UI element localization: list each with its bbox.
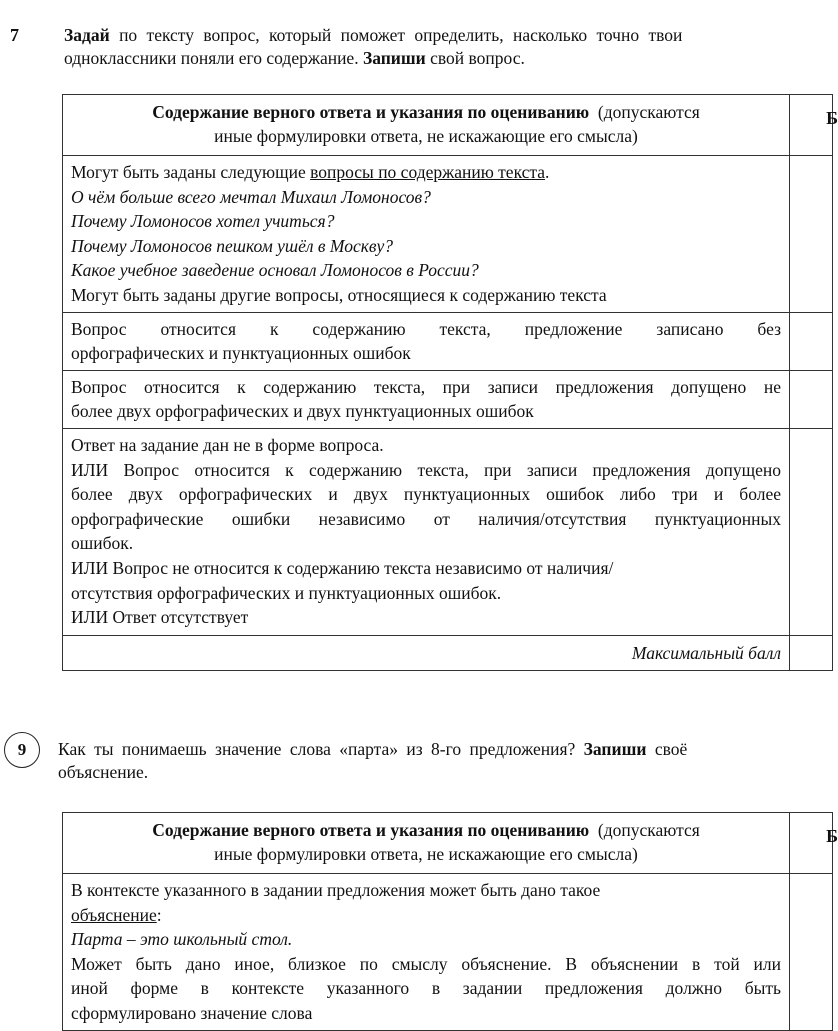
task-9-answer-definition: Парта – это школьный стол. <box>71 929 293 950</box>
task-7-max-score-value <box>790 635 833 670</box>
task-7-prompt-line-1 <box>64 24 816 47</box>
task-9-prompt <box>58 738 816 784</box>
task-7-criterion-0-line-5: ошибок. <box>71 533 134 554</box>
task-7-number: 7 <box>10 25 19 45</box>
task-9-answer-cell <box>63 874 790 1031</box>
task-9-prompt-text-1: Как ты понимаешь значение слова «парта» из 8-го предложения? <box>58 739 584 759</box>
task-9-verb-zapishi: Запиши <box>583 739 647 759</box>
task-9-answer-line-2 <box>71 904 781 929</box>
task-7-prompt-text-2: одноклассники поняли его содержание. <box>64 48 363 68</box>
task-9-answer-line-4: Может быть дано иное, близкое по смыслу объяснение. В объяснении в той или <box>71 953 781 974</box>
task-7-answer-intro-start: Могут быть заданы следующие <box>71 162 311 182</box>
task-9-answer-colon: : <box>156 904 162 925</box>
task-7-prompt-text-1: по тексту вопрос, который поможет определить, насколько точно твои <box>109 25 683 45</box>
task-7-criterion-2-line-2: орфографических и пунктуационных ошибок <box>71 343 411 364</box>
task-7-score-header <box>790 95 838 156</box>
task-7-header-bold: Содержание верного ответа и указания по оцениванию <box>152 102 590 122</box>
task-7-score-cell-0 <box>790 428 833 635</box>
task-7-answer-intro-end: . <box>545 162 550 182</box>
task-9-answer-line-6: сформулировано значение слова <box>71 1002 313 1023</box>
task-7-criterion-2-cell <box>63 312 790 370</box>
task-9-header-rest: (допускаются <box>597 820 700 840</box>
task-7-score-cell-1 <box>790 370 833 428</box>
task-7-score-header-letter: Б <box>826 108 838 128</box>
task-7-question-4: Какое учебное заведение основал Ломоносов в России? <box>71 260 479 281</box>
task-9-score-cell-answer <box>790 874 833 1031</box>
task-9-score-header-letter: Б <box>826 826 838 846</box>
task-9-header-bold: Содержание верного ответа и указания по оцениванию <box>152 820 590 840</box>
task-7-table-header <box>63 95 790 156</box>
task-9-prompt-line-2: объяснение. <box>58 762 149 782</box>
task-9-number: 9 <box>17 740 27 759</box>
task-7-scoring-table <box>62 94 838 671</box>
task-7-answer-intro-underlined: вопросы по содержанию текста <box>310 162 546 182</box>
task-7-criterion-0-line-7: отсутствия орфографических и пунктуационных ошибок. <box>71 582 502 603</box>
task-9-table-header <box>63 813 790 874</box>
task-7-verb-zapishi: Запиши <box>362 48 426 68</box>
task-7-answer-cell <box>63 156 790 313</box>
task-7-criterion-2-line-1: Вопрос относится к содержанию текста, предложение записано без <box>71 318 781 339</box>
task-9-score-header <box>790 813 838 874</box>
task-7-criterion-0-line-6: ИЛИ Вопрос не относится к содержанию текста независимо от наличия/ <box>71 557 614 578</box>
task-7-prompt <box>64 24 816 70</box>
task-9-prompt-text-2: своё <box>646 739 688 759</box>
task-7-max-score-label: Максимальный балл <box>63 635 790 670</box>
task-7-question-1: О чём больше всего мечтал Михаил Ломоносов? <box>71 186 431 207</box>
task-7-question-2: Почему Ломоносов хотел учиться? <box>71 211 335 232</box>
task-7-header-line-2: иные формулировки ответа, не искажающие его смысла) <box>214 126 638 146</box>
task-9-header-line-2: иные формулировки ответа, не искажающие его смысла) <box>214 844 638 864</box>
task-7-criterion-1-line-2: более двух орфографических и двух пунктуационных ошибок <box>71 401 534 422</box>
task-7-criterion-0-line-1: Ответ на задание дан не в форме вопроса. <box>71 434 384 455</box>
task-7-criterion-0-line-4: орфографические ошибки независимо от наличия/отсутствия пунктуационных <box>71 508 781 529</box>
task-9-prompt-line-1 <box>58 738 816 761</box>
task-7-criterion-0-cell <box>63 428 790 635</box>
task-7-answer-outro: Могут быть заданы другие вопросы, относящиеся к содержанию текста <box>71 284 607 305</box>
task-7-criterion-0-line-3: более двух орфографических и двух пунктуационных ошибок либо три и более <box>71 484 781 505</box>
task-7-prompt-text-3: свой вопрос. <box>425 48 525 68</box>
task-9-number-circle <box>4 732 40 768</box>
task-7-criterion-1-line-1: Вопрос относится к содержанию текста, при записи предложения допущено не <box>71 376 781 397</box>
task-7-score-cell-answer <box>790 156 833 313</box>
task-7-criterion-0-line-2: ИЛИ Вопрос относится к содержанию текста, при записи предложения допущено <box>71 459 781 480</box>
task-7-verb-zaday: Задай <box>64 25 110 45</box>
task-7-answer-intro <box>71 161 781 186</box>
task-9-answer-line-5: иной форме в контексте указанного в задании предложения должно быть <box>71 978 781 999</box>
task-7-prompt-line-2 <box>64 47 816 70</box>
task-9-scoring-table <box>62 812 838 1031</box>
task-7-question-3: Почему Ломоносов пешком ушёл в Москву? <box>71 235 394 256</box>
task-9-header-line-1 <box>71 819 781 843</box>
task-7-criterion-0-line-8: ИЛИ Ответ отсутствует <box>71 607 249 628</box>
task-7-criterion-1-cell <box>63 370 790 428</box>
task-9-answer-underlined: объяснение <box>71 904 157 925</box>
task-7-header-line-1 <box>71 101 781 125</box>
task-9-answer-line-1: В контексте указанного в задании предложения может быть дано такое <box>71 880 601 900</box>
task-7-score-cell-2 <box>790 312 833 370</box>
task-7-header-rest: (допускаются <box>597 102 700 122</box>
